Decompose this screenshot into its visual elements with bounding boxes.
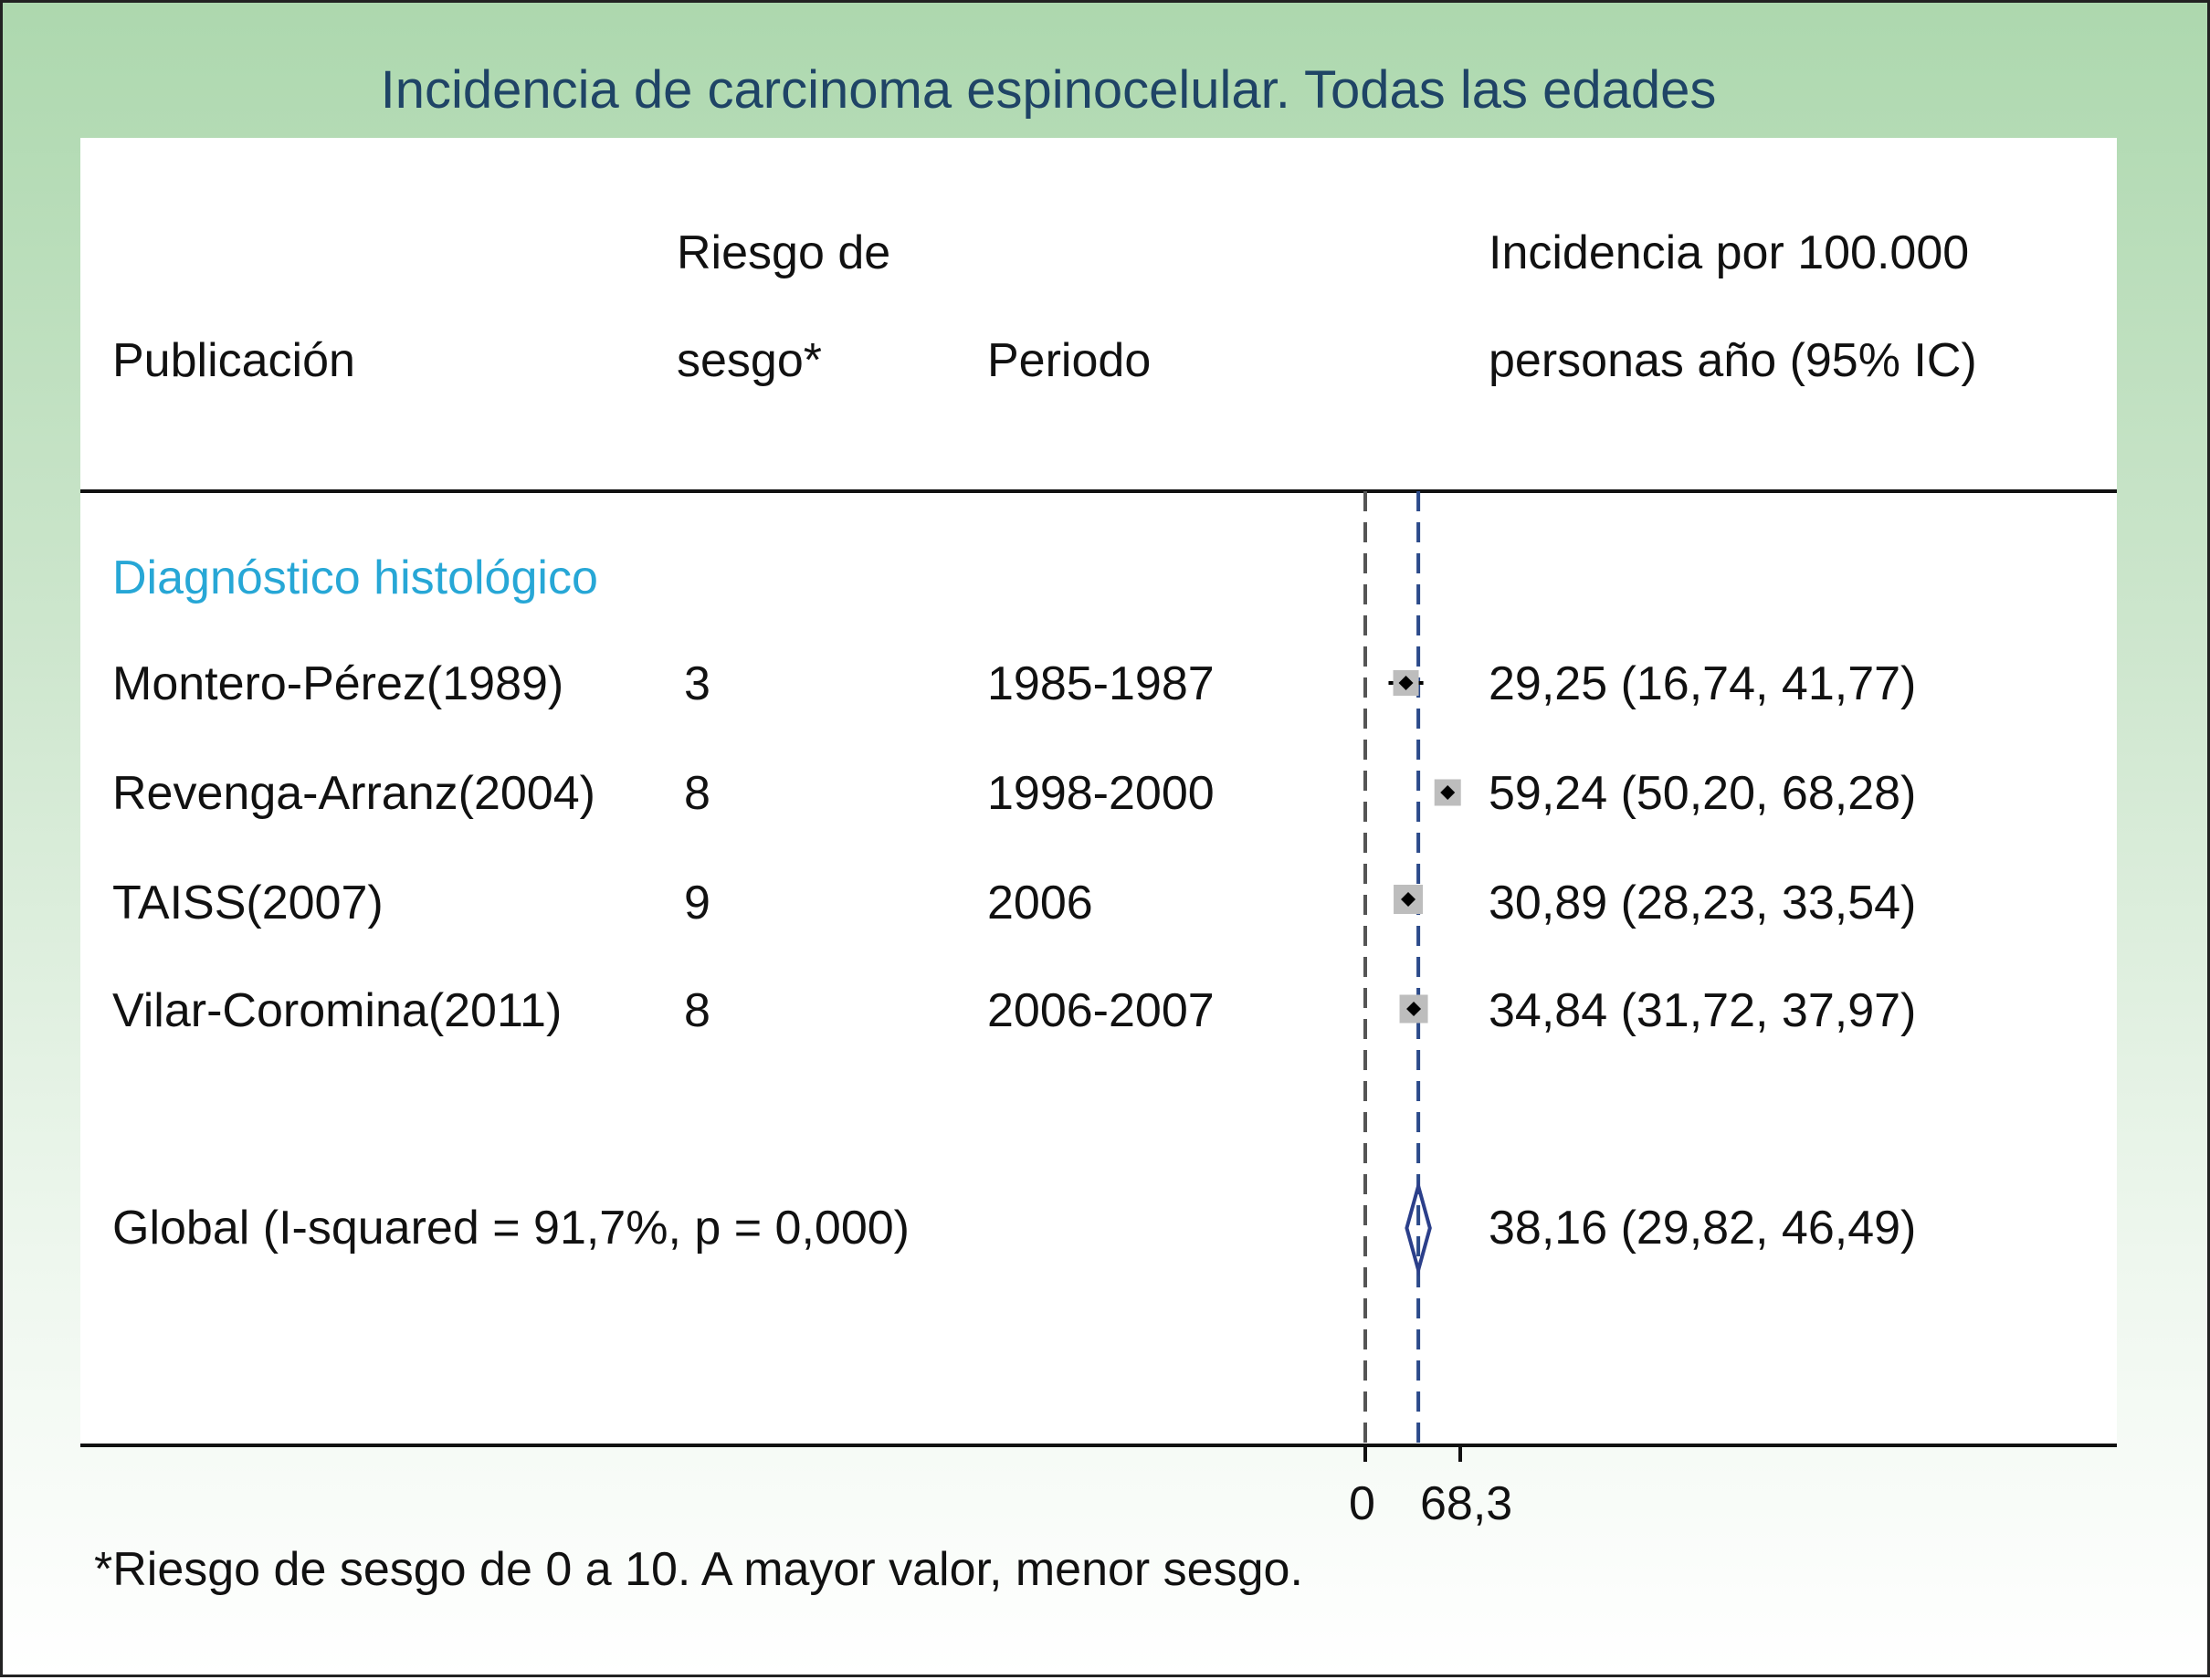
study-estimate-label: 29,25 (16,74, 41,77) bbox=[1489, 657, 1917, 710]
study-period: 2006-2007 bbox=[987, 984, 1215, 1037]
axis-tick-label: 68,3 bbox=[1420, 1477, 1513, 1530]
footnote: *Riesgo de sesgo de 0 a 10. A mayor valor, menor sesgo. bbox=[94, 1543, 1303, 1596]
study-risk: 9 bbox=[684, 877, 710, 929]
header-incidence-line1: Incidencia por 100.000 bbox=[1489, 226, 1970, 279]
study-period: 2006 bbox=[987, 877, 1093, 929]
header-incidence-line2: personas año (95% IC) bbox=[1489, 334, 1977, 387]
subgroup-label: Diagnóstico histológico bbox=[112, 551, 598, 604]
study-risk: 8 bbox=[684, 767, 710, 820]
study-publication: Revenga-Arranz(2004) bbox=[112, 767, 595, 820]
study-period: 1998-2000 bbox=[987, 767, 1215, 820]
header-risk-line2: sesgo* bbox=[677, 334, 822, 387]
header-publication: Publicación bbox=[112, 334, 355, 387]
study-estimate-label: 59,24 (50,20, 68,28) bbox=[1489, 767, 1917, 820]
study-publication: TAISS(2007) bbox=[112, 877, 384, 929]
study-estimate-label: 34,84 (31,72, 37,97) bbox=[1489, 984, 1917, 1037]
study-risk: 3 bbox=[684, 657, 710, 710]
study-period: 1985-1987 bbox=[987, 657, 1215, 710]
study-publication: Montero-Pérez(1989) bbox=[112, 657, 564, 710]
header-risk-line1: Riesgo de bbox=[677, 226, 891, 279]
study-publication: Vilar-Coromina(2011) bbox=[112, 984, 563, 1037]
study-risk: 8 bbox=[684, 984, 710, 1037]
overall-estimate-label: 38,16 (29,82, 46,49) bbox=[1489, 1202, 1917, 1255]
study-estimate-label: 30,89 (28,23, 33,54) bbox=[1489, 877, 1917, 929]
chart-title: Incidencia de carcinoma espinocelular. Todas las edades bbox=[380, 60, 1717, 120]
header-period: Periodo bbox=[987, 334, 1152, 387]
axis-tick-label: 0 bbox=[1349, 1477, 1375, 1530]
overall-diamond bbox=[1406, 1186, 1429, 1270]
overall-label: Global (I-squared = 91,7%, p = 0,000) bbox=[112, 1202, 910, 1255]
forest-plot bbox=[3, 3, 2210, 1680]
